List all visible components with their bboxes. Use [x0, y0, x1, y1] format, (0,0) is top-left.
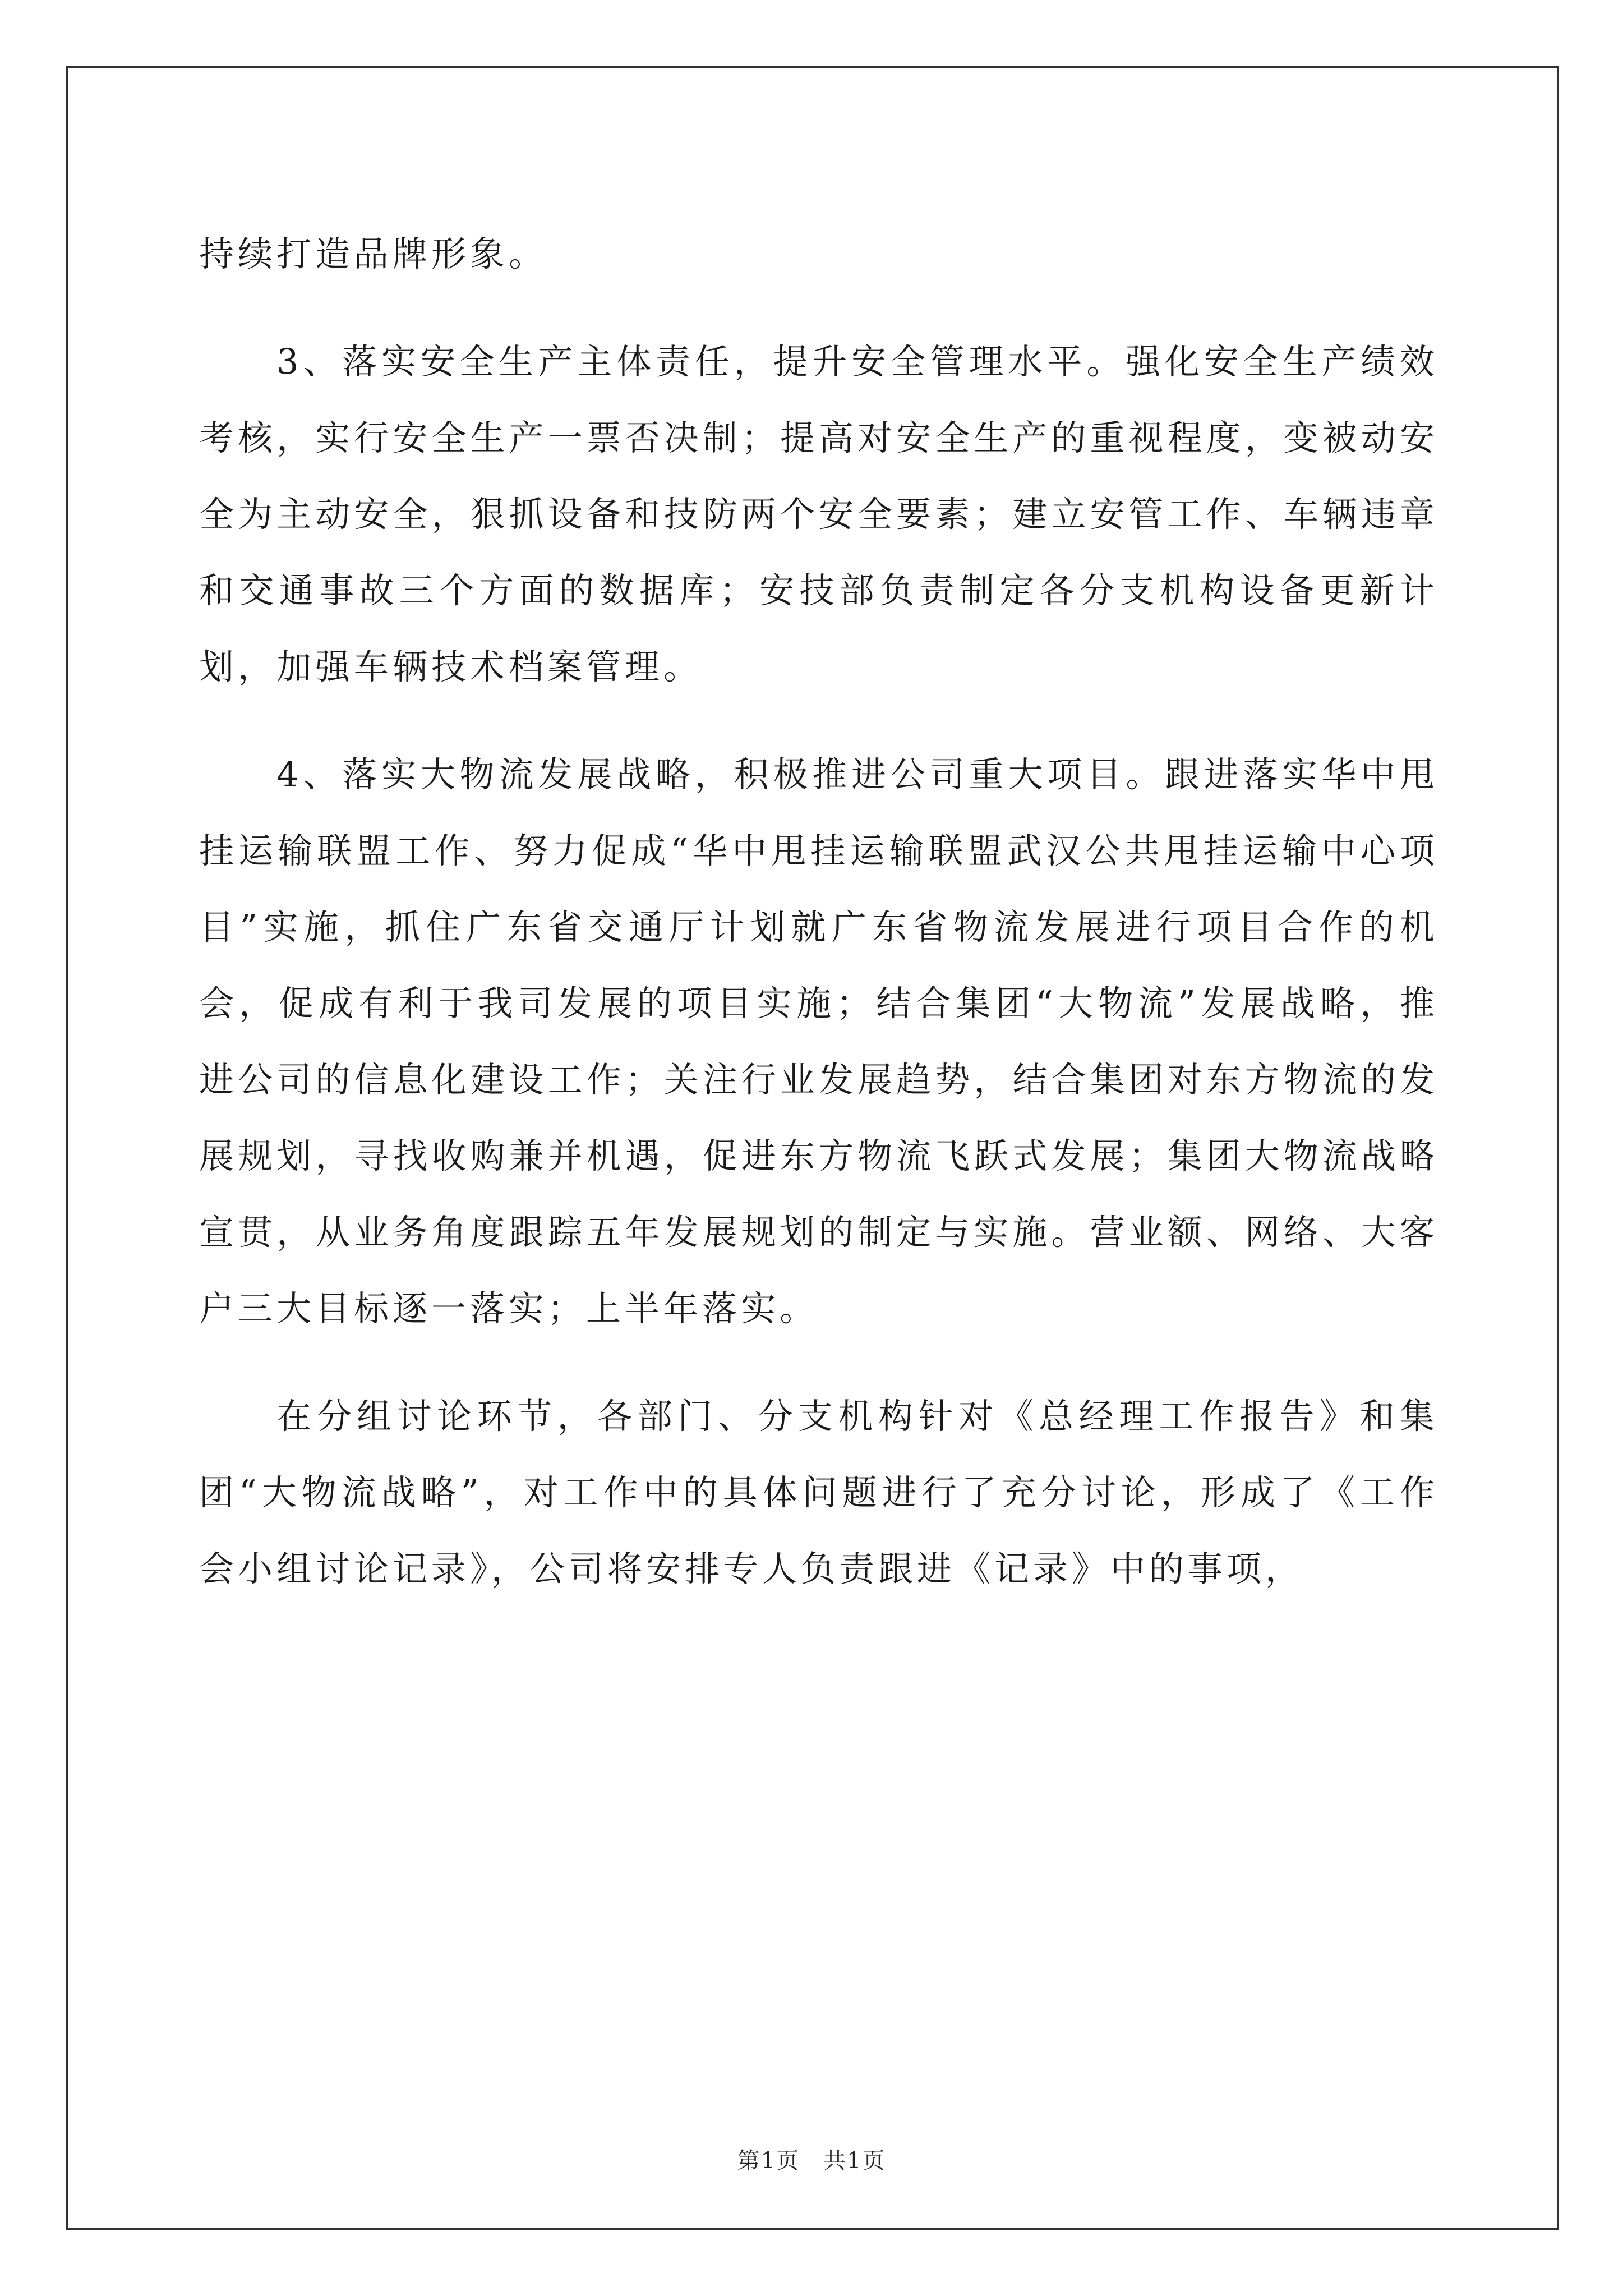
- document-body: [199, 216, 1438, 1639]
- page-number-footer: 第1页 共1页: [737, 2148, 886, 2174]
- paragraph-continuation: 持续打造品牌形象。: [199, 233, 548, 274]
- paragraph-item-3: 3、落实安全生产主体责任，提升安全管理水平。强化安全生产绩效考核，实行安全生产一票否决制；提高对安全生产的重视程度，变被动安全为主动安全，狠抓设备和技防两个安全要素；建立安管工作、车辆违章和交通事故三个方面的数据库；安技部负责制定各分支机构设备更新计划，加强车辆技术档案管理。: [199, 341, 1438, 687]
- paragraph-group-discussion: 在分组讨论环节，各部门、分支机构针对《总经理工作报告》和集团“大物流战略”，对工作中的具体问题进行了充分讨论，形成了《工作会小组讨论记录》，公司将安排专人负责跟进《记录》中的事项，: [199, 1396, 1438, 1589]
- paragraph-item-4: 4、落实大物流发展战略，积极推进公司重大项目。跟进落实华中甩挂运输联盟工作、努力促成“华中甩挂运输联盟武汉公共甩挂运输中心项目”实施，抓住广东省交通厅计划就广东省物流发展进行项目合作的机会，促成有利于我司发展的项目实施；结合集团“大物流”发展战略，推进公司的信息化建设工作；关注行业发展趋势，结合集团对东方物流的发展规划，寻找收购兼并机遇，促进东方物流飞跃式发展；集团大物流战略宣贯，从业务角度跟踪五年发展规划的制定与实施。营业额、网络、大客户三大目标逐一落实；上半年落实。: [199, 754, 1438, 1329]
